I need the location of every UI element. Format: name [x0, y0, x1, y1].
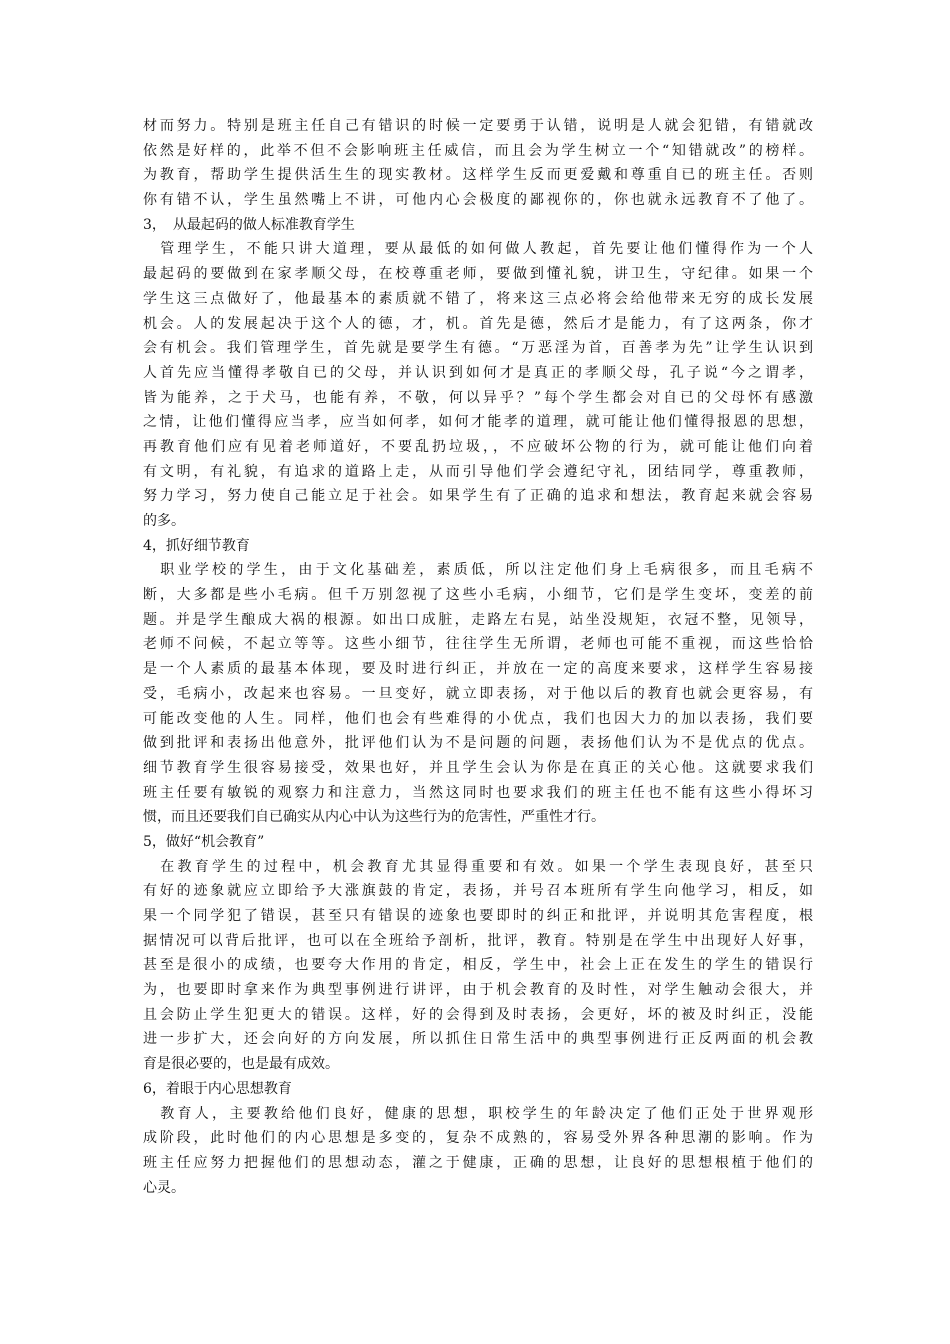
text-line: 职业学校的学生，由于文化基础差，素质低，所以注定他们身上毛病很多，而且毛病不 — [143, 562, 813, 579]
text-line: 细节教育学生很容易接受，效果也好，并且学生会认为你是在真正的关心他。这就要求我们 — [143, 759, 813, 776]
text-line: 有好的迹象就应立即给予大涨旗鼓的肯定，表扬，并号召本班所有学生向他学习，相反，如 — [143, 883, 813, 900]
text-line: 据情况可以背后批评，也可以在全班给予剖析，批评，教育。特别是在学生中出现好人好事， — [143, 932, 813, 949]
text-line: 成阶段，此时他们的内心思想是多变的，复杂不成熟的，容易受外界各种思潮的影响。作为 — [143, 1130, 813, 1147]
text-line: 有文明，有礼貌，有追求的道路上走，从而引导他们学会遵纪守礼，团结同学，尊重教师， — [143, 463, 813, 480]
text-line: 人首先应当懂得孝敬自已的父母，并认识到如何才是真正的孝顺父母，孔子说“今之谓孝， — [143, 364, 813, 381]
text-line: 机会。人的发展起决于这个人的德，才，机。首先是德，然后才是能力，有了这两条，你才 — [143, 315, 813, 332]
text-line: 老师不问候，不起立等等。这些小细节，往往学生无所谓，老师也可能不重视，而这些恰恰 — [143, 636, 813, 653]
text-line: 再教育他们应有见着老师道好，不要乱扔垃圾，，不应破坏公物的行为，就可能让他们向着 — [143, 438, 813, 455]
text-line: 受，毛病小，改起来也容易。一旦变好，就立即表扬，对于他以后的教育也就会更容易，有 — [143, 685, 813, 702]
text-line: 依然是好样的，此举不但不会影响班主任威信，而且会为学生树立一个“知错就改”的榜样。 — [143, 142, 813, 159]
text-line: 做到批评和表扬出他意外，批评他们认为不是问题的问题，表扬他们认为不是优点的优点。 — [143, 735, 813, 752]
text-line: 且会防止学生犯更大的错误。这样，好的会得到及时表扬，会更好，坏的被及时纠正，没能 — [143, 1006, 813, 1023]
text-line: 班主任要有敏锐的观察力和注意力，当然这同时也要求我们的班主任也不能有这些小得坏习 — [143, 784, 813, 801]
text-line: 会有机会。我们管理学生，首先就是要学生有德。“万恶淫为首，百善孝为先”让学生认识到 — [143, 340, 813, 357]
text-line: 管理学生，不能只讲大道理，要从最低的如何做人教起，首先要让他们懂得作为一个人 — [143, 241, 813, 258]
text-line: 班主任应努力把握他们的思想动态，灌之于健康，正确的思想，让良好的思想根植于他们的 — [143, 1154, 813, 1171]
text-line: 在教育学生的过程中，机会教育尤其显得重要和有效。如果一个学生表现良好，甚至只 — [143, 858, 813, 875]
text-line: 学生这三点做好了，他最基本的素质就不错了，将来这三点必将会给他带来无穷的成长发展 — [143, 290, 813, 307]
text-line: 为，也要即时拿来作为典型事例进行讲评，由于机会教育的及时性，对学生触动会很大，并 — [143, 982, 813, 999]
text-line: 可能改变他的人生。同样，他们也会有些难得的小优点，我们也因大力的加以表扬，我们要 — [143, 710, 813, 727]
text-line: 之情，让他们懂得应当孝，应当如何孝，如何才能孝的道理，就可能让他们懂得报恩的思想， — [143, 414, 813, 431]
section-heading: 4，抓好细节教育 — [143, 537, 250, 554]
text-line: 进一步扩大，还会向好的方向发展，所以抓住日常生活中的典型事例进行正反两面的机会教 — [143, 1031, 813, 1048]
paragraph-last-line: 的多。 — [143, 513, 185, 529]
text-line: 你有错不认，学生虽然嘴上不讲，可他内心会极度的鄙视你的，你也就永远教育不了他了。 — [143, 192, 813, 209]
text-line: 甚至是很小的成绩，也要夸大作用的肯定，相反，学生中，社会上正在发生的学生的错误行 — [143, 957, 813, 974]
paragraph-last-line: 育是很必要的，也是最有成效。 — [143, 1056, 339, 1073]
text-line: 为教育，帮助学生提供活生生的现实教材。这样学生反而更爱戴和尊重自已的班主任。否则 — [143, 167, 813, 184]
text-line: 教育人，主要教给他们良好，健康的思想，职校学生的年龄决定了他们正处于世界观形 — [143, 1105, 813, 1122]
text-line: 果一个同学犯了错误，甚至只有错误的迹象也要即时的纠正和批评，并说明其危害程度，根 — [143, 908, 813, 924]
text-line: 题。并是学生酿成大祸的根源。如出口成脏，走路左右晃，站坐没规矩，衣冠不整，见领导， — [143, 611, 813, 628]
text-line: 努力学习，努力使自己能立足于社会。如果学生有了正确的追求和想法，教育起来就会容易 — [143, 488, 813, 505]
text-line: 材而努力。特别是班主任自己有错识的时候一定要勇于认错，说明是人就会犯错，有错就改 — [143, 118, 813, 134]
document-page — [143, 114, 813, 1200]
section-heading: 6，着眼于内心思想教育 — [143, 1080, 292, 1097]
section-heading: 5，做好“机会教育” — [143, 833, 265, 850]
text-line: 皆为能养，之于犬马，也能有养，不敬，何以异乎？”每个学生都会对自已的父母怀有感激 — [143, 389, 813, 406]
text-line: 断，大多都是些小毛病。但千万别忽视了这些小毛病，小细节，它们是学生变坏，变差的前 — [143, 587, 813, 604]
paragraph-last-line: 心灵。 — [143, 1179, 185, 1196]
text-line: 最起码的要做到在家孝顺父母，在校尊重老师，要做到懂礼貌，讲卫生，守纪律。如果一个 — [143, 266, 813, 283]
text-line: 是一个人素质的最基本体现，要及时进行纠正，并放在一定的高度来要求，这样学生容易接 — [143, 661, 813, 678]
paragraph-last-line: 惯，而且还要我们自已确实从内心中认为这些行为的危害性，严重性才行。 — [143, 809, 605, 826]
section-heading: 3， 从最起码的做人标准教育学生 — [143, 216, 355, 233]
